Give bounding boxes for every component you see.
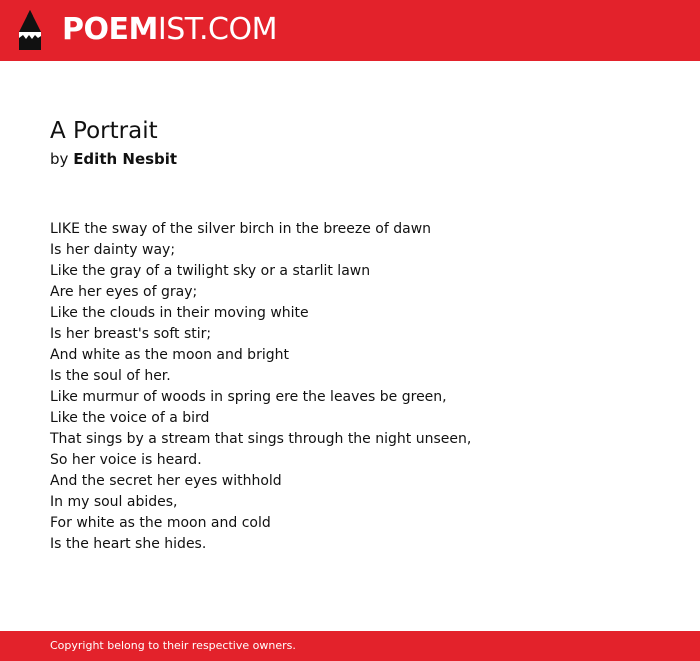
site-header	[0, 0, 700, 61]
poem-line: Like the gray of a twilight sky or a starlit lawn	[50, 263, 371, 279]
poem-line: Is the soul of her.	[50, 368, 171, 384]
poem-line: That sings by a stream that sings through the night unseen,	[50, 431, 472, 447]
site-footer	[0, 631, 700, 661]
copyright-text: Copyright belong to their respective owners.	[50, 639, 296, 652]
poem-body	[50, 219, 670, 555]
byline-label: by	[50, 150, 69, 168]
poem-line: Is the heart she hides.	[50, 536, 207, 552]
poem-line: In my soul abides,	[50, 494, 178, 510]
poem-line: Like the voice of a bird	[50, 410, 210, 426]
poem-line: Is her dainty way;	[50, 242, 176, 258]
poem-author: Edith Nesbit	[73, 150, 178, 168]
poem-line: So her voice is heard.	[50, 452, 202, 468]
poem-line: Are her eyes of gray;	[50, 284, 198, 300]
poem-line: Like the clouds in their moving white	[50, 305, 309, 321]
logo-text-bold: POEM	[62, 12, 158, 47]
site-logo[interactable]	[62, 13, 277, 47]
logo-text-light: IST.COM	[157, 12, 277, 47]
pencil-tip-icon[interactable]	[19, 10, 41, 50]
poem-line: LIKE the sway of the silver birch in the breeze of dawn	[50, 221, 432, 237]
poem-line: Like murmur of woods in spring ere the leaves be green,	[50, 389, 447, 405]
poem-line: And white as the moon and bright	[50, 347, 289, 363]
poem-line: And the secret her eyes withhold	[50, 473, 282, 489]
poem-line: Is her breast's soft stir;	[50, 326, 212, 342]
poem-title: A Portrait	[50, 118, 158, 144]
poem-line: For white as the moon and cold	[50, 515, 271, 531]
poem-byline	[50, 149, 177, 169]
